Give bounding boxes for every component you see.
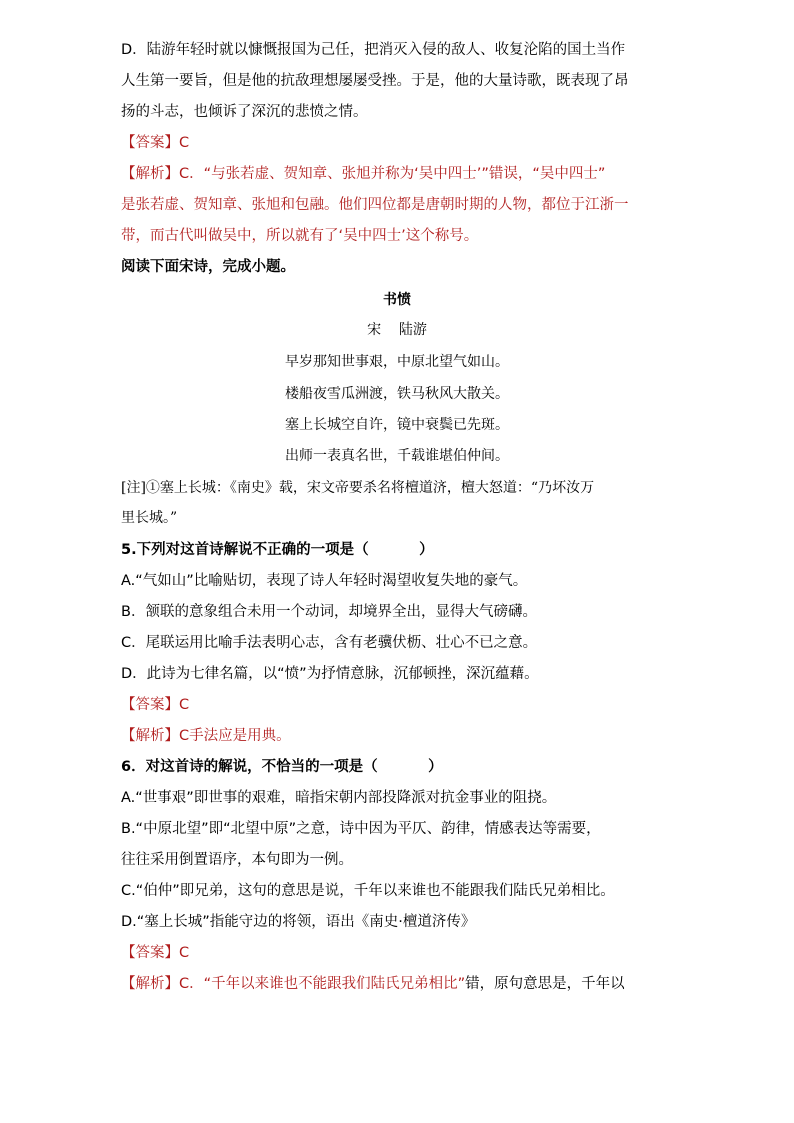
- poem-line-1: 早岁那知世事艰，中原北望气如山。: [285, 354, 509, 370]
- answer-value: C: [179, 135, 190, 151]
- reading-instruction: 阅读下面宋诗，完成小题。: [121, 259, 295, 275]
- question-5-answer: [121, 695, 189, 715]
- analysis-line-2: 是张若虚、贺知章、张旭和包融。他们四位都是唐朝时期的人物，都位于江浙一: [121, 197, 629, 213]
- question-6-option-c: C.“伯仲”即兄弟，这句的意思是说，千年以来谁也不能跟我们陆氏兄弟相比。: [121, 883, 615, 899]
- question-6-answer: [121, 943, 189, 963]
- analysis-tag: 【解析】: [121, 728, 179, 744]
- question-6-option-a: A.“世事艰”即世事的艰难，暗指宋朝内部投降派对抗金事业的阻挠。: [121, 790, 557, 806]
- analysis-text: 错，原句意思是，千年以: [465, 976, 625, 992]
- question-6-option-b-line-1: B.“中原北望”即“北望中原”之意，诗中因为平仄、韵律，情感表达等需要，: [121, 821, 601, 837]
- analysis-line-3: 带，而古代叫做吴中，所以就有了‘吴中四士’这个称号。: [121, 228, 479, 244]
- answer-tag: 【答案】: [121, 135, 179, 151]
- analysis-tag: 【解析】: [121, 976, 179, 992]
- answer-tag: 【答案】: [121, 697, 179, 713]
- poem-author: 宋 陆游: [367, 322, 427, 338]
- question-6-option-b-line-2: 往往采用倒置语序，本句即为一例。: [121, 852, 353, 868]
- question-5-analysis: [121, 726, 291, 746]
- answer-value: C: [179, 697, 190, 713]
- poem-line-4: 出师一表真名世，千载谁堪伯仲间。: [285, 448, 509, 464]
- question-5-option-d: D．此诗为七律名篇，以“愤”为抒情意脉，沉郁顿挫，深沉蕴藉。: [121, 666, 539, 682]
- answer-tag: 【答案】: [121, 945, 179, 961]
- option-d-line-1: D．陆游年轻时就以慷慨报国为己任，把消灭入侵的敌人、收复沦陷的国土当作: [121, 42, 626, 58]
- answer-value: C: [179, 945, 190, 961]
- answer-row-1: [121, 133, 189, 153]
- question-6-stem: 6．对这首诗的解说，不恰当的一项是（ ）: [121, 759, 443, 775]
- poem-line-3: 塞上长城空自许，镜中衰鬓已先斑。: [285, 417, 509, 433]
- option-d-line-2: 人生第一要旨，但是他的抗敌理想屡屡受挫。于是，他的大量诗歌，既表现了昂: [121, 73, 629, 89]
- poem-note-line-2: 里长城。”: [121, 510, 178, 526]
- option-d-line-3: 扬的斗志，也倾诉了深沉的悲愤之情。: [121, 104, 368, 120]
- analysis-text: C．“与张若虚、贺知章、张旭并称为‘吴中四士’”错误，“吴中四士”: [179, 166, 606, 182]
- question-5-option-a: A.“气如山”比喻贴切，表现了诗人年轻时渴望收复失地的豪气。: [121, 573, 528, 589]
- poem-note-line-1: [注]①塞上长城：《南史》载，宋文帝要杀名将檀道济，檀大怒道：“乃坏汝万: [121, 480, 595, 496]
- question-5-stem: 5.下列对这首诗解说不正确的一项是（ ）: [121, 542, 434, 558]
- analysis-tag: 【解析】: [121, 166, 179, 182]
- analysis-text-highlight: C．“千年以来谁也不能跟我们陆氏兄弟相比”: [179, 976, 466, 992]
- question-6-option-d: D.“塞上长城”指能守边的将领，语出《南史·檀道济传》: [121, 914, 476, 930]
- poem-title: 书愤: [383, 292, 411, 308]
- question-6-analysis: [121, 974, 625, 994]
- analysis-text: C手法应是用典。: [179, 728, 291, 744]
- question-5-option-b: B．颔联的意象组合未用一个动词，却境界全出，显得大气磅礴。: [121, 604, 537, 620]
- poem-line-2: 楼船夜雪瓜洲渡，铁马秋风大散关。: [285, 386, 509, 402]
- analysis-row-1: [121, 164, 605, 184]
- question-5-option-c: C．尾联运用比喻手法表明心志，含有老骥伏枥、壮心不已之意。: [121, 635, 538, 651]
